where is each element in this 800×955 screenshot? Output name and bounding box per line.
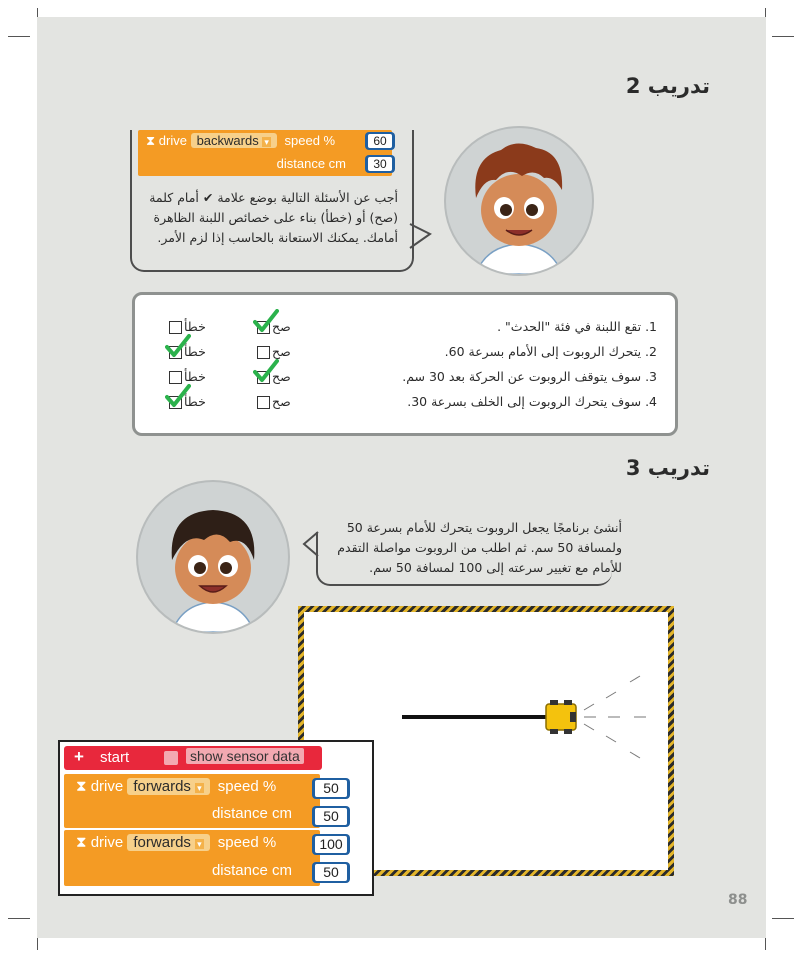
robot-icon: [546, 700, 576, 734]
crop-mark: [772, 36, 794, 37]
chevron-down-icon: ▾: [197, 783, 202, 793]
direction-dropdown[interactable]: [191, 133, 277, 148]
distance-label: distance cm: [276, 156, 346, 171]
sensor-beams-icon: [584, 676, 646, 758]
speed-input[interactable]: 60: [365, 132, 395, 150]
exercise2-heading: تدريب 2: [625, 74, 710, 98]
sensor-checkbox[interactable]: [164, 751, 178, 765]
crop-mark: [8, 36, 30, 37]
check-mark-icon: [253, 359, 279, 383]
instruction-line: أمامك. يمكنك الاستعانة بالحاسب إذا لزم الأمر.: [157, 230, 398, 245]
direction-dropdown[interactable]: [127, 834, 209, 851]
drive-block: [138, 130, 392, 176]
check-mark-icon: [165, 384, 191, 408]
false-option[interactable]: خطأ: [169, 344, 206, 359]
distance-label: distance cm: [211, 805, 292, 822]
true-option[interactable]: صح: [257, 319, 291, 334]
direction-dropdown[interactable]: [127, 778, 209, 795]
drive-block: [64, 774, 320, 828]
instruction-line: ولمسافة 50 سم. ثم اطلب من الروبوت مواصلة التقدم: [337, 540, 622, 555]
false-option[interactable]: خطأ: [169, 394, 206, 409]
code-panel: [58, 740, 374, 896]
bubble-tail: [408, 222, 438, 252]
distance-input[interactable]: 30: [365, 155, 395, 173]
instruction-line: (صح) أو (خطأ) بناء على خصائص اللبنة الظاهرة: [153, 210, 398, 225]
plus-icon[interactable]: +: [74, 747, 84, 766]
false-option[interactable]: خطأ: [169, 319, 206, 334]
drive-label: drive: [90, 834, 124, 851]
direction-value: forwards: [133, 834, 191, 851]
speed-input[interactable]: 50: [312, 778, 350, 799]
direction-value: backwards: [196, 133, 259, 148]
crop-mark: [772, 918, 794, 919]
question-1: 1. تقع اللبنة في فئة "الحدث" .: [497, 319, 657, 334]
exercise3-heading: تدريب 3: [625, 456, 710, 480]
exercise2-instructions: [140, 188, 398, 248]
hourglass-icon: ⧗: [76, 778, 87, 795]
start-label: start: [100, 749, 130, 766]
instruction-line: أجب عن الأسئلة التالية بوضع علامة ✔ أمام كلمة: [149, 190, 398, 205]
bubble-tail: [300, 530, 322, 560]
boy-character-illustration: [444, 126, 594, 276]
instruction-line: أنشئ برنامجًا يجعل الروبوت يتحرك للأمام بسرعة 50: [346, 520, 622, 535]
drive-label: drive: [90, 778, 124, 795]
crop-mark: [8, 918, 30, 919]
true-option[interactable]: صح: [257, 394, 291, 409]
distance-input[interactable]: 50: [312, 806, 350, 827]
sensor-label: show sensor data: [186, 748, 304, 764]
hourglass-icon: ⧗: [146, 133, 156, 148]
false-option[interactable]: خطأ: [169, 369, 206, 384]
start-block: [64, 746, 322, 770]
speed-label: speed %: [217, 778, 277, 795]
true-option[interactable]: صح: [257, 344, 291, 359]
speed-input[interactable]: 100: [312, 834, 350, 855]
distance-input[interactable]: 50: [312, 862, 350, 883]
drive-block: [64, 830, 320, 886]
true-option[interactable]: صح: [257, 369, 291, 384]
questions-box: [132, 292, 678, 436]
true-checkbox[interactable]: [257, 396, 270, 409]
question-3: 3. سوف يتوقف الروبوت عن الحركة بعد 30 سم.: [402, 369, 657, 384]
drive-label: drive: [158, 133, 187, 148]
speed-label: speed %: [284, 133, 336, 148]
exercise3-instructions: [326, 518, 622, 578]
check-mark-icon: [165, 334, 191, 358]
false-checkbox[interactable]: [169, 321, 182, 334]
question-4: 4. سوف يتحرك الروبوت إلى الخلف بسرعة 30.: [407, 394, 657, 409]
speed-label: speed %: [217, 834, 277, 851]
chevron-down-icon: ▾: [264, 137, 269, 147]
page-number: 88: [728, 892, 748, 908]
boy-character-illustration: [136, 480, 290, 634]
question-2: 2. يتحرك الروبوت إلى الأمام بسرعة 60.: [444, 344, 657, 359]
hourglass-icon: ⧗: [76, 834, 87, 851]
chevron-down-icon: ▾: [197, 839, 202, 849]
distance-label: distance cm: [211, 862, 292, 879]
direction-value: forwards: [133, 778, 191, 795]
true-checkbox[interactable]: [257, 346, 270, 359]
instruction-line: للأمام مع تغيير سرعته إلى 100 لمسافة 50 سم.: [369, 560, 622, 575]
check-mark-icon: [253, 309, 279, 333]
false-checkbox[interactable]: [169, 371, 182, 384]
